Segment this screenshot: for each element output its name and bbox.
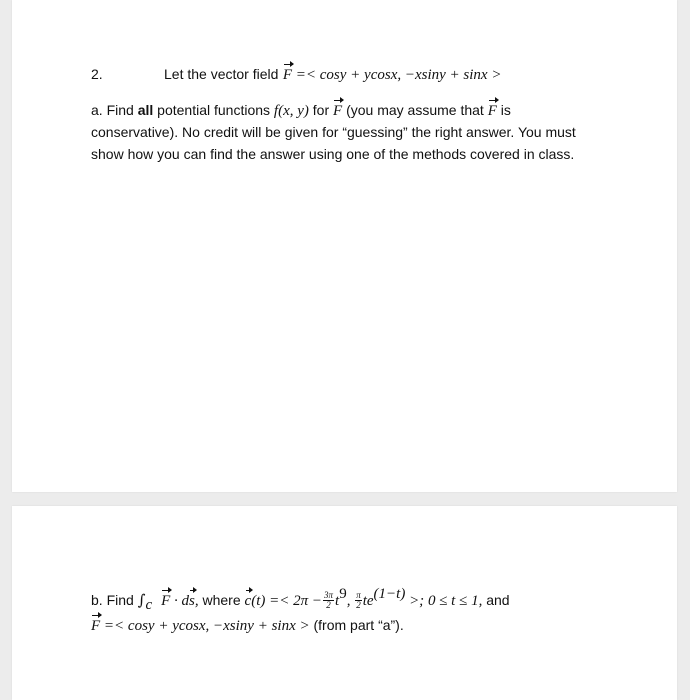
part-a-text-4: (you may assume that: [342, 102, 488, 118]
t-exponent-9: 9: [339, 586, 347, 602]
integral-subscript: c: [145, 597, 153, 613]
part-b-label: b.: [91, 592, 103, 608]
vector-f-symbol-a2: F: [487, 103, 497, 119]
from-part-a: (from part “a”).: [309, 617, 404, 633]
part-a-line-3-text: show how you can find the answer using one of the methods covered in class.: [91, 146, 575, 162]
vector-c-symbol: c: [244, 593, 252, 609]
part-a-text-5: is: [496, 102, 511, 118]
curve-close: >;: [405, 593, 425, 609]
part-a-text-1: Find: [102, 102, 138, 118]
problem-intro: Let the vector field: [164, 66, 279, 82]
vector-field-equation-b: =< cosy + ycosx, −xsiny + sinx >: [100, 618, 310, 634]
document-page-1: [12, 0, 677, 492]
fraction-pi-over-2: $\frac{\pi}{2}$: [356, 590, 361, 611]
te-term: te: [362, 593, 374, 609]
part-b-where: where: [198, 592, 245, 608]
part-b-line-1: [91, 586, 510, 613]
part-a-line-2-text: conservative). No credit will be given for “guessing” the right answer. You must: [91, 124, 576, 140]
document-page-2: [12, 506, 677, 700]
curve-definition-start: (t) =< 2π −: [251, 593, 322, 609]
vector-f-symbol-b1: F: [161, 593, 171, 609]
vector-s-symbol: s: [189, 593, 195, 609]
fraction-3pi-over-2: $\frac{3\pi}{2}$: [324, 590, 334, 611]
problem-number: 2.: [91, 66, 103, 82]
part-a-label: a.: [91, 102, 103, 118]
comma-2: ,: [346, 593, 355, 609]
part-b-line-2: [91, 615, 404, 636]
vector-field-equation: =< cosy + ycosx, −xsiny + sinx >: [292, 67, 502, 83]
integral-sign: ∫: [137, 591, 146, 609]
part-a-line-3: [91, 144, 574, 165]
part-b-and: and: [482, 592, 510, 608]
dot-ds: · d: [170, 593, 190, 609]
t-range: 0 ≤ t ≤ 1,: [424, 593, 483, 609]
part-a-bold-all: all: [137, 102, 154, 118]
part-a-text-3: for: [308, 102, 334, 118]
part-a-text-2: potential functions: [153, 102, 274, 118]
part-b-find: Find: [102, 592, 138, 608]
part-a-line-2: [91, 122, 576, 143]
vector-f-symbol-a1: F: [333, 103, 343, 119]
comma-1: ,: [194, 593, 199, 609]
part-a-line-1: [91, 100, 511, 121]
problem-header: [91, 64, 103, 85]
vector-f-symbol: F: [282, 67, 293, 83]
exponent-1-minus-t: (1−t): [373, 586, 406, 602]
vector-f-symbol-b2: F: [91, 618, 101, 634]
t-power-base: t: [335, 593, 340, 609]
potential-function-symbol: f(x, y): [273, 103, 309, 119]
problem-statement: [164, 64, 501, 85]
